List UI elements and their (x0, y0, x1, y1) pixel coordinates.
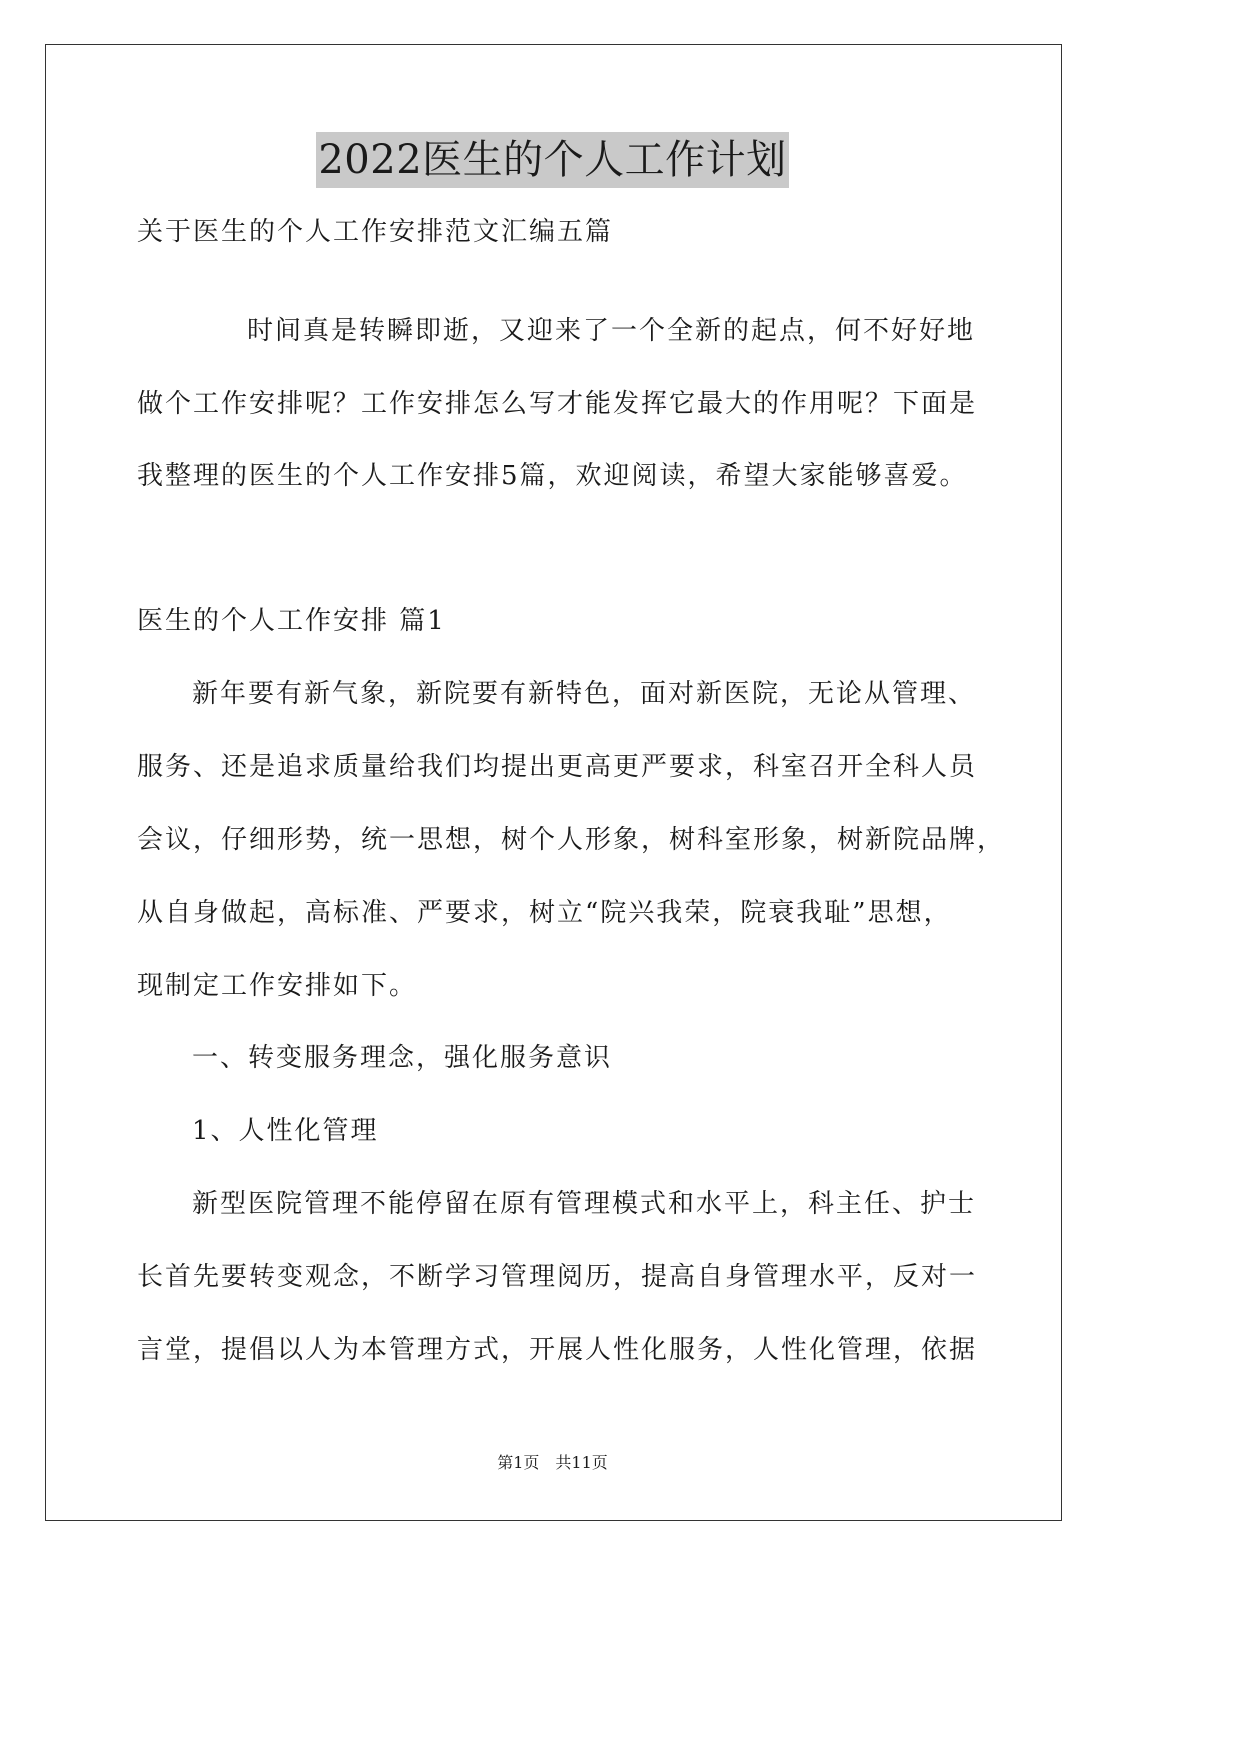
paragraph-line: 长首先要转变观念，不断学习管理阅历，提高自身管理水平，反对一 (137, 1262, 978, 1292)
intro-heading: 关于医生的个人工作安排范文汇编五篇 (137, 217, 614, 247)
subsection-heading: 1、人性化管理 (192, 1116, 379, 1146)
paragraph-line: 新型医院管理不能停留在原有管理模式和水平上，科主任、护士 (192, 1189, 977, 1219)
paragraph-line: 从自身做起，高标准、严要求，树立“院兴我荣，院衰我耻”思想， (137, 898, 952, 928)
subsection-heading: 一、转变服务理念，强化服务意识 (192, 1043, 613, 1073)
paragraph-line: 言堂，提倡以人为本管理方式，开展人性化服务，人性化管理，依据 (137, 1335, 978, 1365)
title-container (0, 132, 1105, 188)
paragraph-line: 服务、还是追求质量给我们均提出更高更严要求，科室召开全科人员 (137, 752, 978, 782)
section-heading: 医生的个人工作安排 篇1 (137, 606, 446, 636)
paragraph-line: 会议，仔细形势，统一思想，树个人形象，树科室形象，树新院品牌， (137, 825, 1006, 855)
paragraph-line: 我整理的医生的个人工作安排5篇，欢迎阅读，希望大家能够喜爱。 (137, 461, 968, 491)
paragraph-line: 做个工作安排呢？工作安排怎么写才能发挥它最大的作用呢？下面是 (137, 389, 978, 419)
document-title: 2022医生的个人工作计划 (316, 132, 788, 188)
paragraph-line: 现制定工作安排如下。 (137, 971, 418, 1001)
paragraph-line: 时间真是转瞬即逝，又迎来了一个全新的起点，何不好好地 (247, 316, 976, 346)
paragraph-line: 新年要有新气象，新院要有新特色，面对新医院，无论从管理、 (192, 679, 977, 709)
page-number-footer: 第1页 共11页 (497, 1453, 608, 1472)
